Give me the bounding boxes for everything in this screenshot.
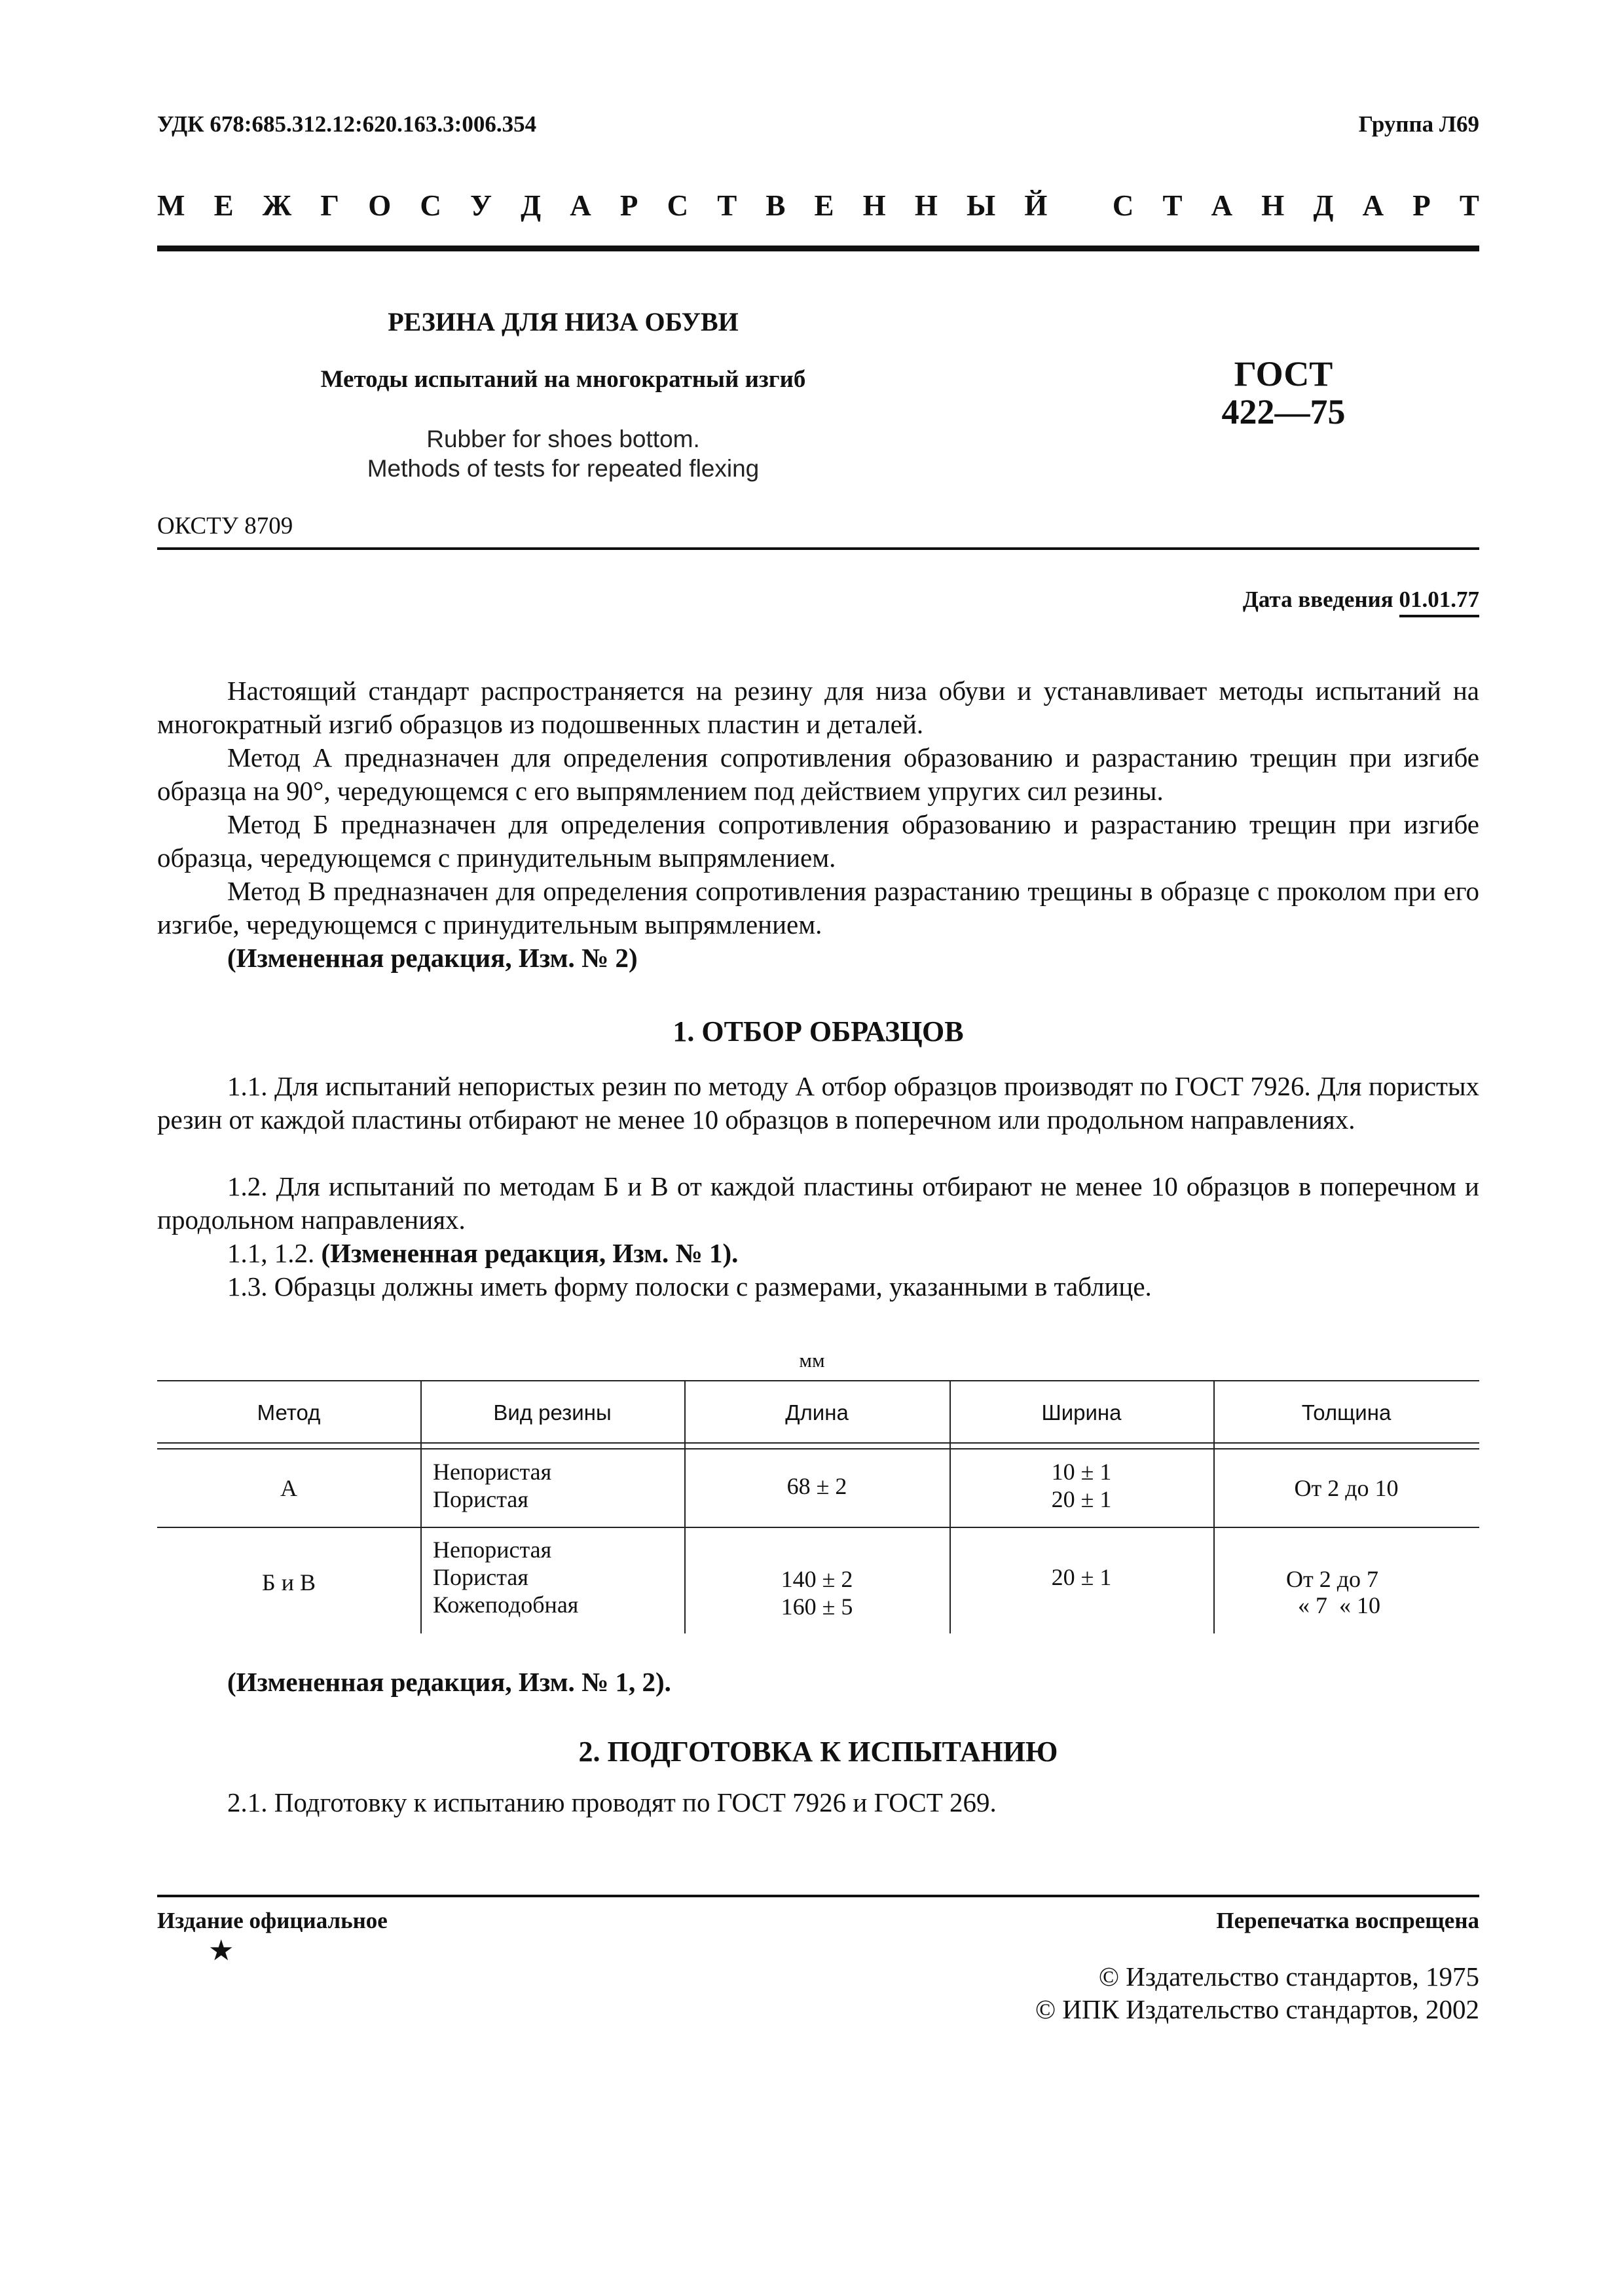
table-row-bv-thickness: От 2 до 7: [1286, 1566, 1379, 1592]
table-header-rule: [157, 1448, 1479, 1449]
banner-letter: О: [368, 189, 392, 222]
banner-letter: Н: [914, 189, 938, 222]
banner-letter: Е: [213, 189, 234, 222]
clause-1-2: 1.2. Для испытаний по методам Б и В от каждой пластины отбирают не менее 10 образцов в поперечном и продольном направлениях.: [157, 1171, 1479, 1235]
banner-letter: Н: [1261, 189, 1285, 222]
table-top-rule: [157, 1380, 1479, 1381]
table-row-a-method: А: [280, 1475, 297, 1501]
english-title-line-2: Methods of tests for repeated flexing: [367, 455, 760, 482]
banner-letter: Й: [1024, 189, 1048, 222]
banner-letter: А: [570, 189, 591, 222]
banner-letter: Т: [717, 189, 737, 222]
reprint-prohibited-label: Перепечатка воспрещена: [1216, 1908, 1479, 1933]
footer-rule: [157, 1895, 1479, 1897]
intro-paragraph-4: Метод В предназначен для определения сопротивления разрастанию трещины в образце с проколом при его изгибе, чередующемся с принудительным выпрямлением.: [157, 876, 1479, 939]
banner-letter: У: [470, 189, 492, 222]
banner-gap: [1076, 189, 1083, 223]
gost-number: 422—75: [1221, 392, 1346, 431]
english-title-line-1: Rubber for shoes bottom.: [426, 426, 700, 452]
clause-2-1: 2.1. Подготовку к испытанию проводят по ГОСТ 7926 и ГОСТ 269.: [227, 1787, 997, 1817]
table-row-bv-thickness: « 7 « 10: [1298, 1592, 1380, 1618]
table-unit: мм: [799, 1349, 825, 1372]
section-1-heading: 1. ОТБОР ОБРАЗЦОВ: [673, 1015, 964, 1048]
document-title: РЕЗИНА ДЛЯ НИЗА ОБУВИ: [388, 307, 739, 337]
banner-letter: С: [667, 189, 689, 222]
table-row-bv-width: 20 ± 1: [1051, 1564, 1112, 1590]
table-header-thickness: Толщина: [1301, 1400, 1392, 1425]
amendment-prefix: 1.1, 1.2.: [227, 1238, 315, 1268]
intro-paragraph-1: Настоящий стандарт распространяется на резину для низа обуви и устанавливает методы испытаний на многократный изгиб образцов из подошвенных пластин и деталей.: [157, 676, 1479, 739]
star-icon: ★: [208, 1935, 234, 1967]
table-row-a-width: 10 ± 1: [1051, 1459, 1112, 1485]
okstu-code: ОКСТУ 8709: [157, 513, 293, 539]
effective-date: [1243, 587, 1479, 613]
banner-letter: Н: [862, 189, 886, 222]
table-amendment: (Измененная редакция, Изм. № 1, 2).: [227, 1667, 671, 1697]
table-row-rule: [157, 1527, 1479, 1528]
table-header-width: Ширина: [1041, 1400, 1122, 1425]
banner-letter: Т: [1459, 189, 1479, 222]
table-row-bv-type: Кожеподобная: [433, 1592, 579, 1618]
official-edition-label: Издание официальное: [157, 1908, 388, 1933]
banner-letter: Ы: [966, 189, 996, 222]
banner-letter: Г: [320, 189, 340, 222]
section-2-heading: 2. ПОДГОТОВКА К ИСПЫТАНИЮ: [578, 1736, 1058, 1768]
document-subtitle: Методы испытаний на многократный изгиб: [320, 366, 806, 393]
banner-letter: М: [157, 189, 185, 222]
gost-label: ГОСТ: [1234, 354, 1333, 393]
banner-letter: С: [1112, 189, 1134, 222]
table-header-rule: [157, 1442, 1479, 1444]
banner-letter: Т: [1162, 189, 1183, 222]
table-header-method: Метод: [257, 1400, 321, 1425]
group-code: Группа Л69: [1358, 111, 1479, 137]
table-row-a-type: Непористая: [433, 1459, 552, 1485]
table-row-a-length: 68 ± 2: [786, 1473, 847, 1499]
effective-date-label: Дата введения: [1242, 587, 1393, 612]
effective-date-value: 01.01.77: [1399, 587, 1480, 617]
clause-1-1: 1.1. Для испытаний непористых резин по методу А отбор образцов производят по ГОСТ 7926. Для пористых резин от каждой пластины отбирают не менее 10 образцов в поперечном или продольном направлениях.: [157, 1071, 1479, 1135]
table-row-a-type: Пористая: [433, 1486, 528, 1512]
banner-letter: Р: [619, 189, 638, 222]
banner-letter: А: [1211, 189, 1233, 222]
table-header-rubber-type: Вид резины: [493, 1400, 612, 1425]
banner-letter: Ж: [262, 189, 292, 222]
table-row-bv-length: 140 ± 2: [781, 1566, 853, 1592]
table-row-a-thickness: От 2 до 10: [1294, 1475, 1399, 1501]
table-header-length: Длина: [785, 1400, 849, 1425]
clause-1-3: 1.3. Образцы должны иметь форму полоски с размерами, указанными в таблице.: [227, 1271, 1152, 1302]
intro-paragraph-2: Метод А предназначен для определения сопротивления образованию и разрастанию трещин при изгибе образца на 90°, чередующемся с его выпрямлением под действием упругих сил резины.: [157, 742, 1479, 806]
title-rule: [157, 547, 1479, 550]
banner-letter: А: [1362, 189, 1384, 222]
amendment-text: (Измененная редакция, Изм. № 1).: [321, 1238, 739, 1268]
interstate-standard-banner: [157, 189, 1479, 223]
table-row-bv-type: Пористая: [433, 1564, 528, 1590]
banner-letter: Р: [1412, 189, 1431, 222]
copyright-line-1: © Издательство стандартов, 1975: [1098, 1961, 1479, 1992]
banner-letter: Д: [521, 189, 542, 222]
intro-amendment: (Измененная редакция, Изм. № 2): [227, 943, 638, 973]
table-row-bv-method: Б и В: [262, 1569, 316, 1595]
table-row-a-width: 20 ± 1: [1051, 1486, 1112, 1512]
table-row-bv-length: 160 ± 5: [781, 1594, 853, 1620]
intro-paragraph-3: Метод Б предназначен для определения сопротивления образованию и разрастанию трещин при изгибе образца, чередующемся с принудительным выпрямлением.: [157, 809, 1479, 873]
clause-1-amendment: [227, 1237, 1549, 1270]
banner-letter: Д: [1313, 189, 1334, 222]
copyright-line-2: © ИПК Издательство стандартов, 2002: [1035, 1994, 1479, 2024]
banner-letter: В: [765, 189, 786, 222]
udk-code: УДК 678:685.312.12:620.163.3:006.354: [157, 111, 537, 137]
banner-letter: С: [420, 189, 441, 222]
table-row-bv-type: Непористая: [433, 1537, 552, 1563]
banner-letter: Е: [814, 189, 834, 222]
header-rule: [157, 246, 1479, 251]
